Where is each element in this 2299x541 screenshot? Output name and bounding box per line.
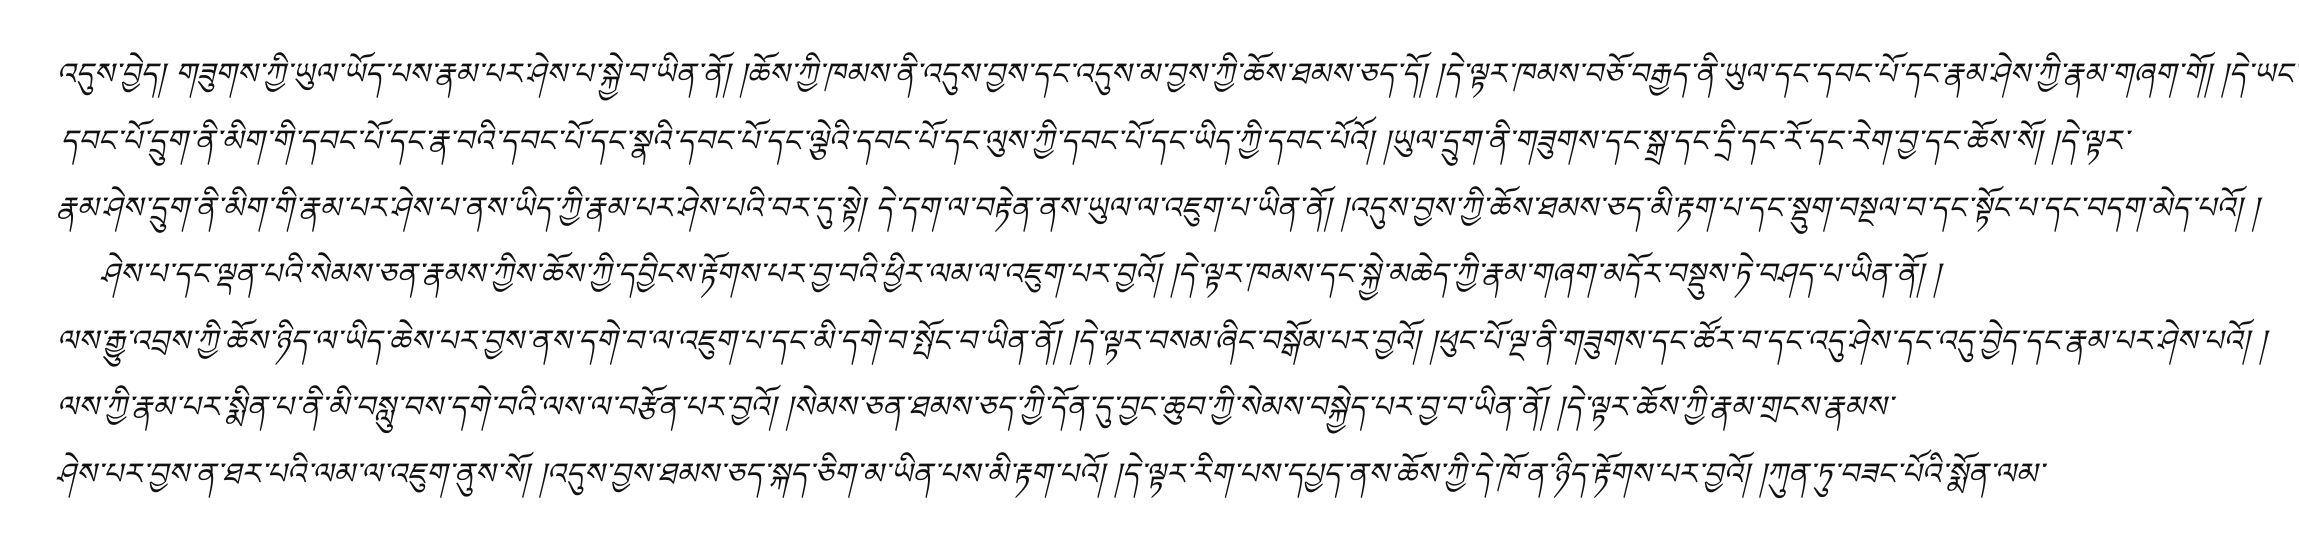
- text-line-1: འདུས་བྱེད། གཟུགས་ཀྱི་ཡུལ་ཡོད་པས་རྣམ་པར་ཤེས་པ་སྐྱེ་བ་ཡིན་ནོ། །ཆོས་ཀྱི་ཁམས་ནི་འདུས་བྱས་དང་འདུས་མ་བྱས་ཀྱི་ཆོས་ཐམས་ཅད་དོ། །དེ་ལྟར་ཁམས་བཅོ་བརྒྱད་ནི་ཡུལ་དང་དབང་པོ་དང་རྣམ་ཤེས་ཀྱི་རྣམ་གཞག་གོ། །དེ་ཡང་: [56, 57, 2299, 92]
- text-line-3: རྣམ་ཤེས་དྲུག་ནི་མིག་གི་རྣམ་པར་ཤེས་པ་ནས་ཡིད་ཀྱི་རྣམ་པར་ཤེས་པའི་བར་དུ་སྟེ། དེ་དག་ལ་བརྟེན་ནས་ཡུལ་ལ་འཇུག་པ་ཡིན་ནོ། །འདུས་བྱས་ཀྱི་ཆོས་ཐམས་ཅད་མི་རྟག་པ་དང་སྡུག་བསྔལ་བ་དང་སྟོང་པ་དང་བདག་མེད་པའོ། །: [56, 191, 2259, 226]
- text-line-2: དབང་པོ་དྲུག་ནི་མིག་གི་དབང་པོ་དང་རྣ་བའི་དབང་པོ་དང་སྣའི་དབང་པོ་དང་ལྕེའི་དབང་པོ་དང་ལུས་ཀྱི་དབང་པོ་དང་ཡིད་ཀྱི་དབང་པོའོ། །ཡུལ་དྲུག་ནི་གཟུགས་དང་སྒྲ་དང་དྲི་དང་རོ་དང་རེག་བྱ་དང་ཆོས་སོ། །དེ་ལྟར་: [60, 124, 2129, 159]
- text-line-4: ཤེས་པ་དང་ལྡན་པའི་སེམས་ཅན་རྣམས་ཀྱིས་ཆོས་ཀྱི་དབྱིངས་རྟོགས་པར་བྱ་བའི་ཕྱིར་ལམ་ལ་འཇུག་པར་བྱའོ། །དེ་ལྟར་ཁམས་དང་སྐྱེ་མཆེད་ཀྱི་རྣམ་གཞག་མདོར་བསྡུས་ཏེ་བཤད་པ་ཡིན་ནོ། །: [100, 257, 1941, 292]
- text-line-6: ལས་ཀྱི་རྣམ་པར་སྨིན་པ་ནི་མི་བསླུ་བས་དགེ་བའི་ལས་ལ་བརྩོན་པར་བྱའོ། །སེམས་ཅན་ཐམས་ཅད་ཀྱི་དོན་དུ་བྱང་ཆུབ་ཀྱི་སེམས་བསྐྱེད་པར་བྱ་བ་ཡིན་ནོ། །དེ་ལྟར་ཆོས་ཀྱི་རྣམ་གྲངས་རྣམས་: [56, 390, 1893, 425]
- text-line-7: ཤེས་པར་བྱས་ན་ཐར་པའི་ལམ་ལ་འཇུག་ནུས་སོ། །འདུས་བྱས་ཐམས་ཅད་སྐད་ཅིག་མ་ཡིན་པས་མི་རྟག་པའོ། །དེ་ལྟར་རིག་པས་དཔྱད་ནས་ཆོས་ཀྱི་དེ་ཁོ་ན་ཉིད་རྟོགས་པར་བྱའོ། །ཀུན་ཏུ་བཟང་པོའི་སྨོན་ལམ་: [56, 457, 2044, 492]
- text-line-5: ལས་རྒྱུ་འབྲས་ཀྱི་ཆོས་ཉིད་ལ་ཡིད་ཆེས་པར་བྱས་ནས་དགེ་བ་ལ་འཇུག་པ་དང་མི་དགེ་བ་སྤོང་བ་ཡིན་ནོ། །དེ་ལྟར་བསམ་ཞིང་བསྒོམ་པར་བྱའོ། །ཕུང་པོ་ལྔ་ནི་གཟུགས་དང་ཚོར་བ་དང་འདུ་ཤེས་དང་འདུ་བྱེད་དང་རྣམ་པར་ཤེས་པའོ། །: [56, 324, 2267, 359]
